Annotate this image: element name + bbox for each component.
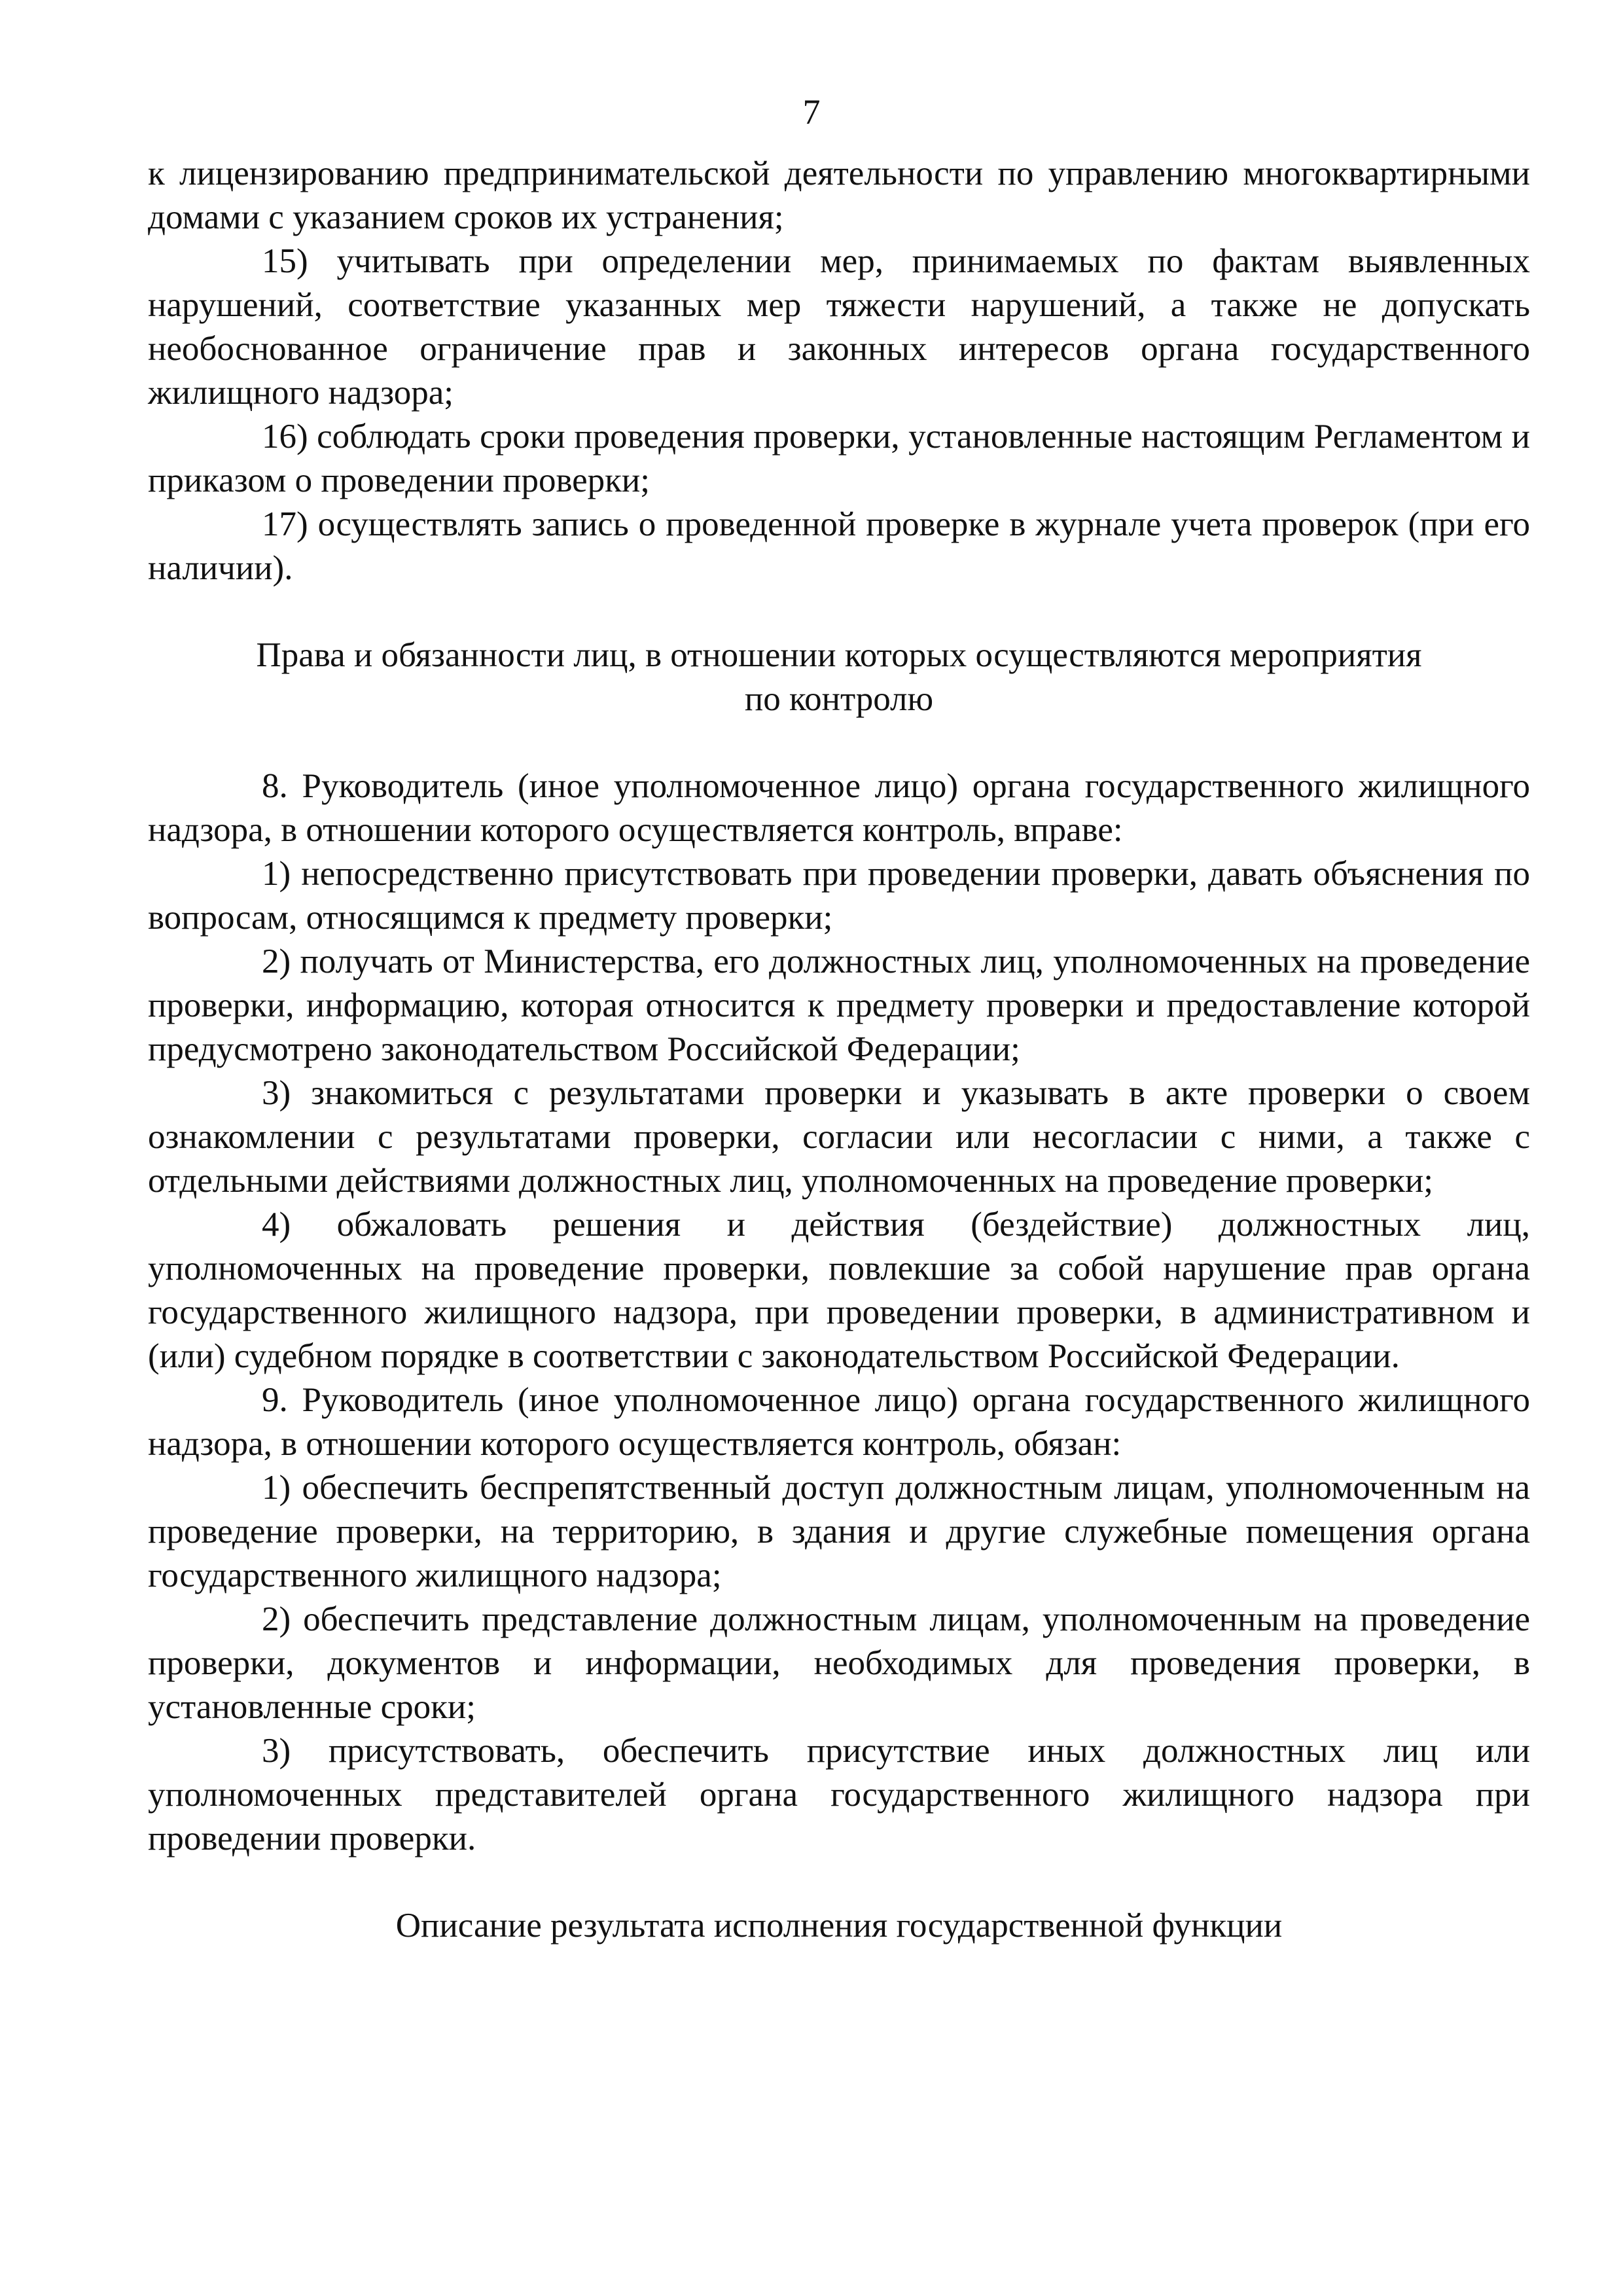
- paragraph: 16) соблюдать сроки проведения проверки, установленные настоящим Регламентом и приказом о проведении проверки;: [148, 418, 1530, 499]
- page-number: 7: [802, 92, 821, 132]
- section-heading-line: Права и обязанности лиц, в отношении которых осуществляются мероприятия: [256, 636, 1422, 674]
- paragraph: 3) знакомиться с результатами проверки и указывать в акте проверки о своем ознакомлении с результатами проверки, согласии или несогласии с ними, а также с отдельными действиями должностных лиц, уполномоченных на проведение проверки;: [148, 1074, 1530, 1200]
- section-heading: Описание результата исполнения государственной функции: [395, 1907, 1283, 1945]
- paragraph: к лицензированию предпринимательской деятельности по управлению многоквартирными домами с указанием сроков их устранения;: [148, 154, 1530, 236]
- paragraph: 8. Руководитель (иное уполномоченное лицо) органа государственного жилищного надзора, в отношении которого осуществляется контроль, вправе:: [148, 767, 1530, 849]
- paragraph: 9. Руководитель (иное уполномоченное лицо) органа государственного жилищного надзора, в отношении которого осуществляется контроль, обязан:: [148, 1381, 1530, 1463]
- paragraph: 2) обеспечить представление должностным лицам, уполномоченным на проведение проверки, документов и информации, необходимых для проведения проверки, в установленные сроки;: [148, 1600, 1530, 1726]
- paragraph: 1) обеспечить беспрепятственный доступ должностным лицам, уполномоченным на проведение проверки, на территорию, в здания и другие служебные помещения органа государственного жилищного надзора;: [148, 1469, 1530, 1594]
- paragraph: 4) обжаловать решения и действия (бездействие) должностных лиц, уполномоченных на проведение проверки, повлекшие за собой нарушение прав органа государственного жилищного надзора, при проведении проверки, в административном и (или) судебном порядке в соответствии с законодательством Российской Федерации.: [148, 1206, 1530, 1375]
- section-heading-line: по контролю: [744, 680, 934, 718]
- paragraph: 17) осуществлять запись о проведенной проверке в журнале учета проверок (при его наличии).: [148, 505, 1530, 587]
- paragraph: 3) присутствовать, обеспечить присутствие иных должностных лиц или уполномоченных представителей органа государственного жилищного надзора при проведении проверки.: [148, 1732, 1530, 1857]
- document-body: [148, 152, 1530, 1948]
- paragraph: 2) получать от Министерства, его должностных лиц, уполномоченных на проведение проверки, информацию, которая относится к предмету проверки и предоставление которой предусмотрено законодательством Российской Федерации;: [148, 942, 1530, 1068]
- paragraph: 15) учитывать при определении мер, принимаемых по фактам выявленных нарушений, соответствие указанных мер тяжести нарушений, а также не допускать необоснованное ограничение прав и законных интересов органа государственного жилищного надзора;: [148, 242, 1530, 412]
- paragraph: 1) непосредственно присутствовать при проведении проверки, давать объяснения по вопросам, относящимся к предмету проверки;: [148, 855, 1530, 937]
- section-heading: [148, 634, 1530, 721]
